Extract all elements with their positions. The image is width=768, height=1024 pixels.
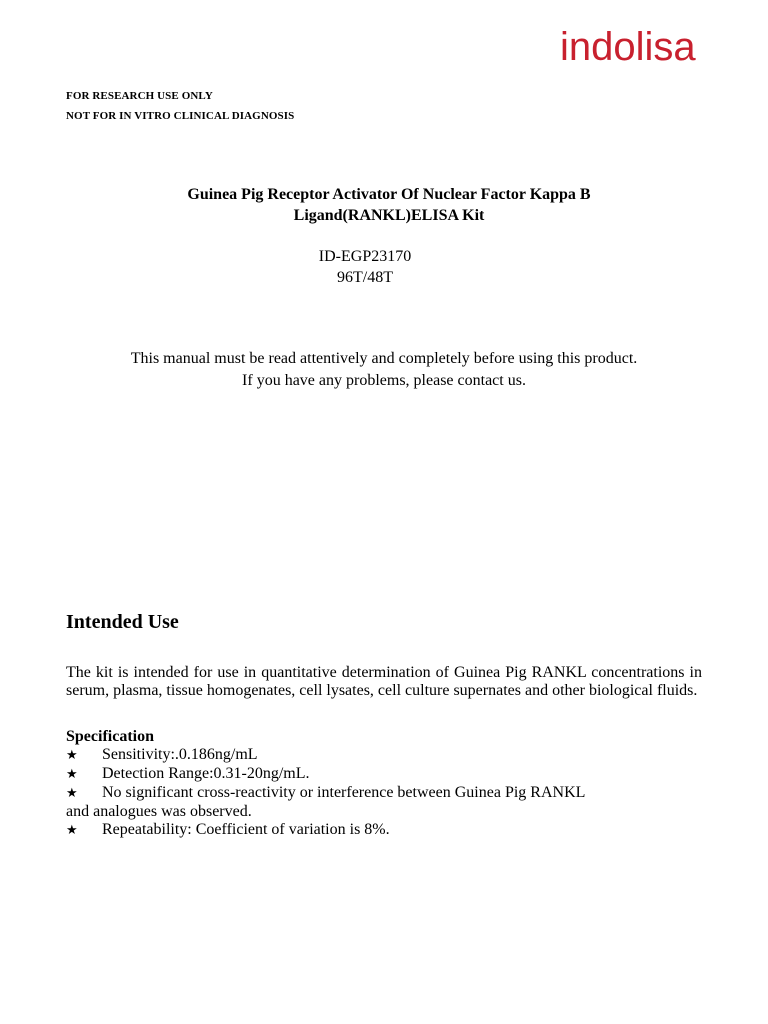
product-id: ID-EGP23170: [318, 248, 412, 265]
star-icon: ★: [66, 786, 78, 801]
star-icon: ★: [66, 748, 78, 763]
star-icon: ★: [66, 767, 78, 782]
product-size: 96T/48T: [337, 269, 393, 286]
spec-detection-range: Detection Range:0.31-20ng/mL.: [102, 765, 310, 782]
research-use-only: FOR RESEARCH USE ONLY: [66, 90, 213, 102]
indolisa-logo: [560, 22, 745, 70]
spec-sensitivity: Sensitivity:.0.186ng/mL: [102, 746, 258, 763]
research-notice: [66, 86, 294, 126]
product-title-line2: Ligand(RANKL)ELISA Kit: [293, 207, 485, 224]
manual-note: [40, 348, 728, 392]
intended-use-text: The kit is intended for use in quantitative determination of Guinea Pig RANKL concentrations in serum, plasma, tissue homogenates, cell lysates, cell culture supernates and other biological fluids.: [66, 664, 702, 699]
logo-text: indolisa: [560, 25, 696, 69]
not-for-diagnosis: NOT FOR IN VITRO CLINICAL DIAGNOSIS: [66, 110, 295, 122]
list-item: [66, 821, 706, 840]
manual-note-line2: If you have any problems, please contact us.: [242, 372, 526, 389]
intended-use-heading: Intended Use: [66, 611, 179, 633]
manual-note-line1: This manual must be read attentively and completely before using this product.: [130, 350, 638, 367]
spec-repeatability: Repeatability: Coefficient of variation is 8%.: [102, 821, 390, 838]
spec-cross-reactivity: No significant cross-reactivity or interference between Guinea Pig RANKL: [102, 784, 586, 801]
star-icon: ★: [66, 823, 78, 838]
list-item: [66, 765, 706, 784]
product-title-line1: Guinea Pig Receptor Activator Of Nuclear Factor Kappa B: [187, 186, 591, 203]
product-title: [60, 184, 718, 226]
product-id-block: [265, 246, 465, 288]
list-item: [66, 784, 706, 821]
specification-list: [66, 746, 706, 840]
list-item: [66, 746, 706, 765]
spec-cross-reactivity-continuation: and analogues was observed.: [66, 803, 252, 820]
specification-heading: Specification: [66, 728, 154, 745]
